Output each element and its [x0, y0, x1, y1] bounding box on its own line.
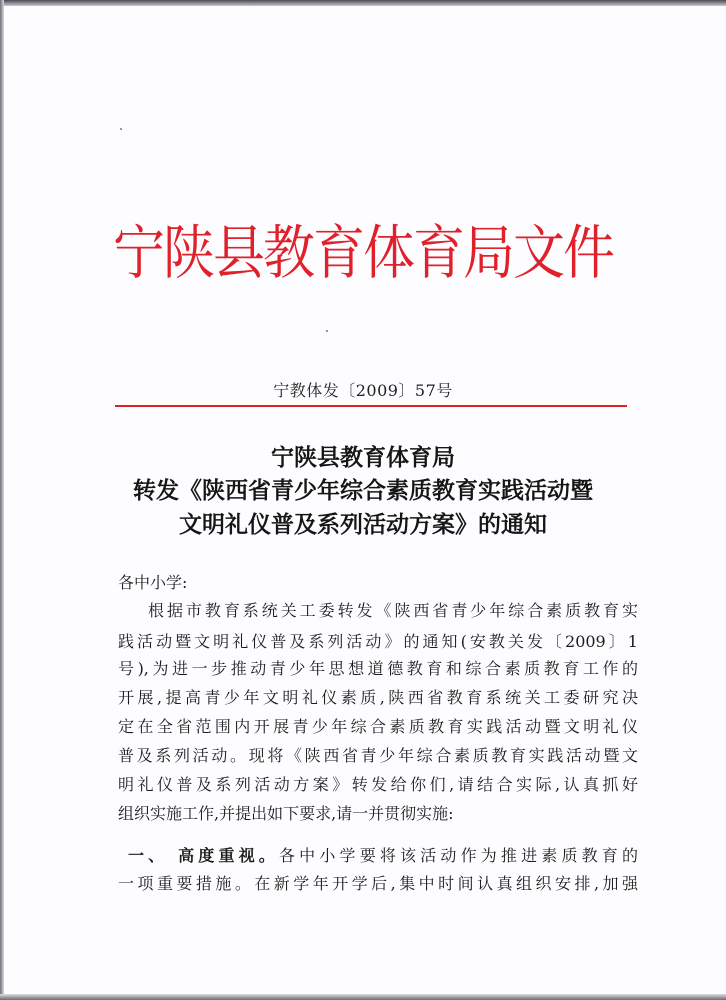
body-line: 组织实施工作,并提出如下要求,请一并贯彻实施:	[118, 804, 454, 823]
notice-title-line-3: 文明礼仪普及系列活动方案》的通知	[179, 512, 547, 538]
body-line: 根据市教育系统关工委转发《陕西省青少年综合素质教育实	[148, 601, 638, 620]
item-1-heading: 一、 高度重视。	[128, 846, 279, 865]
scan-speck	[120, 128, 122, 130]
salutation: 各中小学:	[118, 573, 188, 592]
body-line: 一项重要措施。在新学年开学后,集中时间认真组织安排,加强	[118, 874, 638, 893]
body-line: 践活动暨文明礼仪普及系列活动》的通知(安教关发〔2009〕1	[118, 632, 638, 651]
scan-speck	[326, 330, 328, 332]
body-line: 普及系列活动。现将《陕西省青少年综合素质教育实践活动暨文	[118, 746, 638, 765]
notice-title-line-1: 宁陕县教育体育局	[271, 445, 455, 471]
red-divider-line	[115, 405, 627, 407]
masthead-title: 宁陕县教育体育局文件	[112, 220, 613, 288]
item-1-text: 各中小学要将该活动作为推进素质教育的	[278, 846, 638, 865]
scan-edge-top	[0, 0, 726, 6]
body-line: 明礼仪普及系列活动方案》转发给你们,请结合实际,认真抓好	[118, 775, 638, 794]
body-line: 开展,提高青少年文明礼仪素质,陕西省教育系统关工委研究决	[118, 688, 638, 707]
scan-edge-bottom	[0, 994, 726, 1000]
body-line: 号),为进一步推动青少年思想道德教育和综合素质教育工作的	[118, 659, 638, 678]
body-line: 定在全省范围内开展青少年综合素质教育实践活动暨文明礼仪	[118, 717, 638, 736]
notice-title-line-2: 转发《陕西省青少年综合素质教育实践活动暨	[133, 478, 593, 504]
body-item-1	[128, 846, 638, 866]
document-number: 宁教体发〔2009〕57号	[273, 381, 453, 400]
